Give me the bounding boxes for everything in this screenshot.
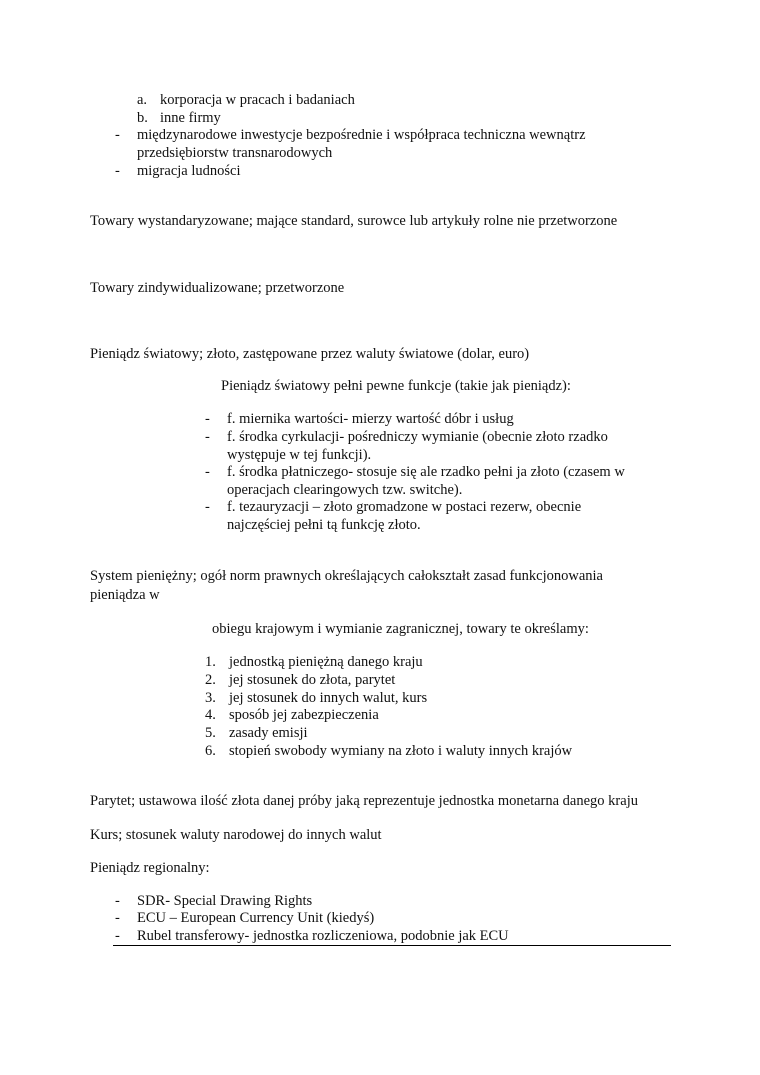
list-item: f. środka cyrkulacji- pośredniczy wymianie (obecnie złoto rzadko [227,429,608,445]
paragraph: Parytet; ustawowa ilość złota danej próby jaką reprezentuje jednostka monetarna danego kraju [90,793,638,809]
list-item: f. środka płatniczego- stosuje się ale rzadko pełni ja złoto (czasem w [227,464,625,480]
list-marker: 6. [205,743,216,759]
paragraph: System pieniężny; ogół norm prawnych określających całokształt zasad funkcjonowania [90,568,603,584]
list-marker: - [205,411,210,427]
list-marker: - [205,429,210,445]
list-marker: - [205,464,210,480]
list-marker: 4. [205,707,216,723]
list-item: operacjach clearingowych tzw. switche). [227,482,463,498]
paragraph: Towary zindywidualizowane; przetworzone [90,280,345,296]
list-item: stopień swobody wymiany na złoto i waluty innych krajów [229,743,573,759]
paragraph: obiegu krajowym i wymianie zagranicznej, towary te określamy: [212,621,589,637]
list-marker: 2. [205,672,216,688]
list-marker: - [115,127,120,143]
list-item: zasady emisji [229,725,308,741]
list-marker: b. [137,110,148,126]
list-marker: 3. [205,690,216,706]
paragraph: pieniądza w [90,587,160,603]
list-item: inne firmy [160,110,221,126]
list-marker: - [205,499,210,515]
list-item: sposób jej zabezpieczenia [229,707,379,723]
list-item: f. tezauryzacji – złoto gromadzone w postaci rezerw, obecnie [227,499,582,515]
list-item: ECU – European Currency Unit (kiedyś) [137,910,375,926]
paragraph: Kurs; stosunek waluty narodowej do innych walut [90,827,382,843]
paragraph: Pieniądz światowy pełni pewne funkcje (takie jak pieniądz): [221,378,571,394]
list-marker: 1. [205,654,216,670]
list-item: Rubel transferowy- jednostka rozliczeniowa, podobnie jak ECU [137,928,509,944]
list-marker: - [115,910,120,926]
list-item: f. miernika wartości- mierzy wartość dóbr i usług [227,411,514,427]
list-marker: - [115,928,120,944]
list-item: jednostką pieniężną danego kraju [229,654,423,670]
paragraph: Pieniądz regionalny: [90,860,210,876]
horizontal-rule [113,945,671,946]
paragraph: Pieniądz światowy; złoto, zastępowane przez waluty światowe (dolar, euro) [90,346,530,362]
list-item: migracja ludności [137,163,241,179]
list-item: międzynarodowe inwestycje bezpośrednie i współpraca techniczna wewnątrz [137,127,586,143]
list-item: jej stosunek do innych walut, kurs [229,690,428,706]
list-marker: a. [137,92,148,108]
list-marker: 5. [205,725,216,741]
list-marker: - [115,163,120,179]
list-item: SDR- Special Drawing Rights [137,893,313,909]
list-item: najczęściej pełni tą funkcję złoto. [227,517,421,533]
list-item: korporacja w pracach i badaniach [160,92,355,108]
list-item: przedsiębiorstw transnarodowych [137,145,333,161]
list-item: jej stosunek do złota, parytet [229,672,396,688]
list-item: występuje w tej funkcji). [227,447,372,463]
list-marker: - [115,893,120,909]
paragraph: Towary wystandaryzowane; mające standard, surowce lub artykuły rolne nie przetworzone [90,213,618,229]
